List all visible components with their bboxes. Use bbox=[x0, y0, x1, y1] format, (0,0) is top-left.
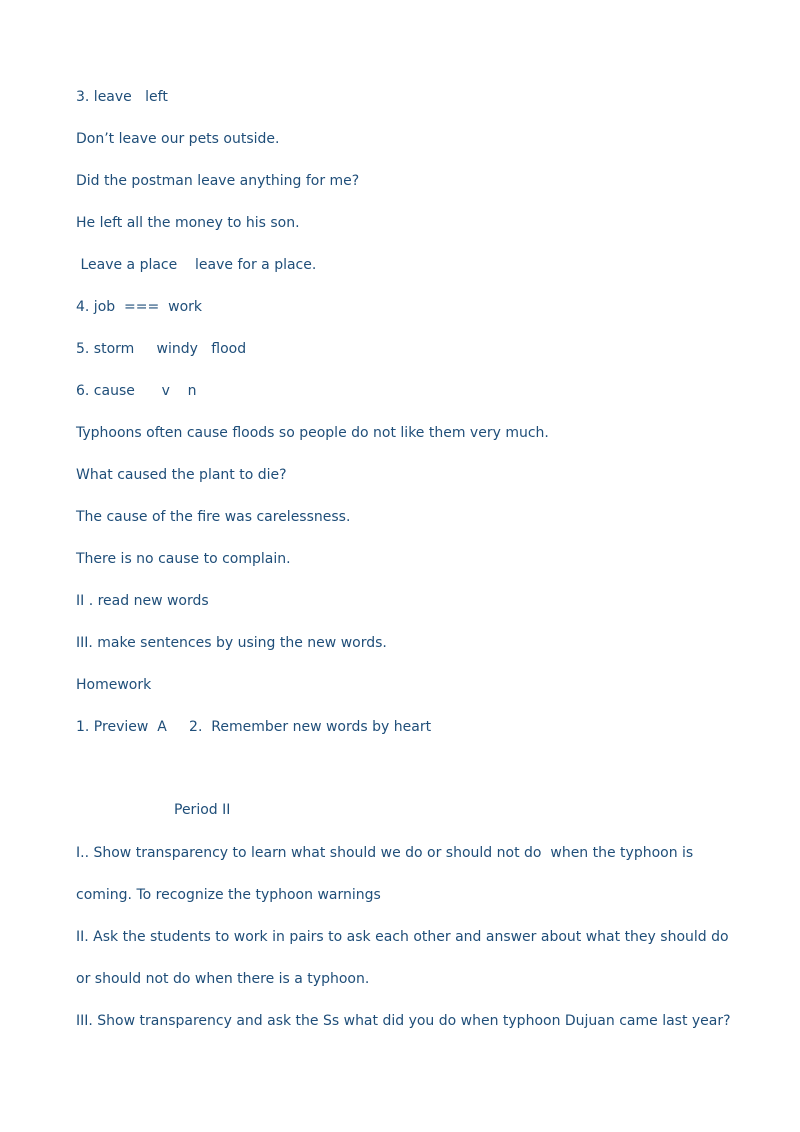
text-line: Typhoons often cause floods so people do not like them very much. bbox=[76, 425, 549, 441]
text-line: What caused the plant to die? bbox=[76, 467, 287, 483]
text-line: There is no cause to complain. bbox=[76, 551, 291, 567]
homework-heading: Homework bbox=[76, 677, 152, 693]
text-line: II . read new words bbox=[76, 593, 209, 609]
text-line: Did the postman leave anything for me? bbox=[76, 173, 360, 189]
text-line: III. Show transparency and ask the Ss what did you do when typhoon Dujuan came last year? bbox=[76, 1013, 731, 1029]
text-line: 4. job === work bbox=[76, 299, 203, 315]
text-line: 5. storm windy flood bbox=[76, 341, 247, 357]
text-line: He left all the money to his son. bbox=[76, 215, 300, 231]
text-line: The cause of the fire was carelessness. bbox=[76, 509, 351, 525]
text-line: or should not do when there is a typhoon. bbox=[76, 971, 370, 987]
text-line: II. Ask the students to work in pairs to ask each other and answer about what they should do bbox=[76, 929, 729, 945]
text-line: 1. Preview A 2. Remember new words by heart bbox=[76, 719, 432, 735]
text-line: 3. leave left bbox=[76, 89, 168, 105]
period-title: Period II bbox=[174, 802, 231, 818]
text-line: Leave a place leave for a place. bbox=[76, 257, 317, 273]
text-line: Don’t leave our pets outside. bbox=[76, 131, 280, 147]
text-line: I.. Show transparency to learn what should we do or should not do when the typhoon is bbox=[76, 845, 694, 861]
text-line: 6. cause v n bbox=[76, 383, 197, 399]
text-line: coming. To recognize the typhoon warnings bbox=[76, 887, 381, 903]
text-line: III. make sentences by using the new words. bbox=[76, 635, 387, 651]
